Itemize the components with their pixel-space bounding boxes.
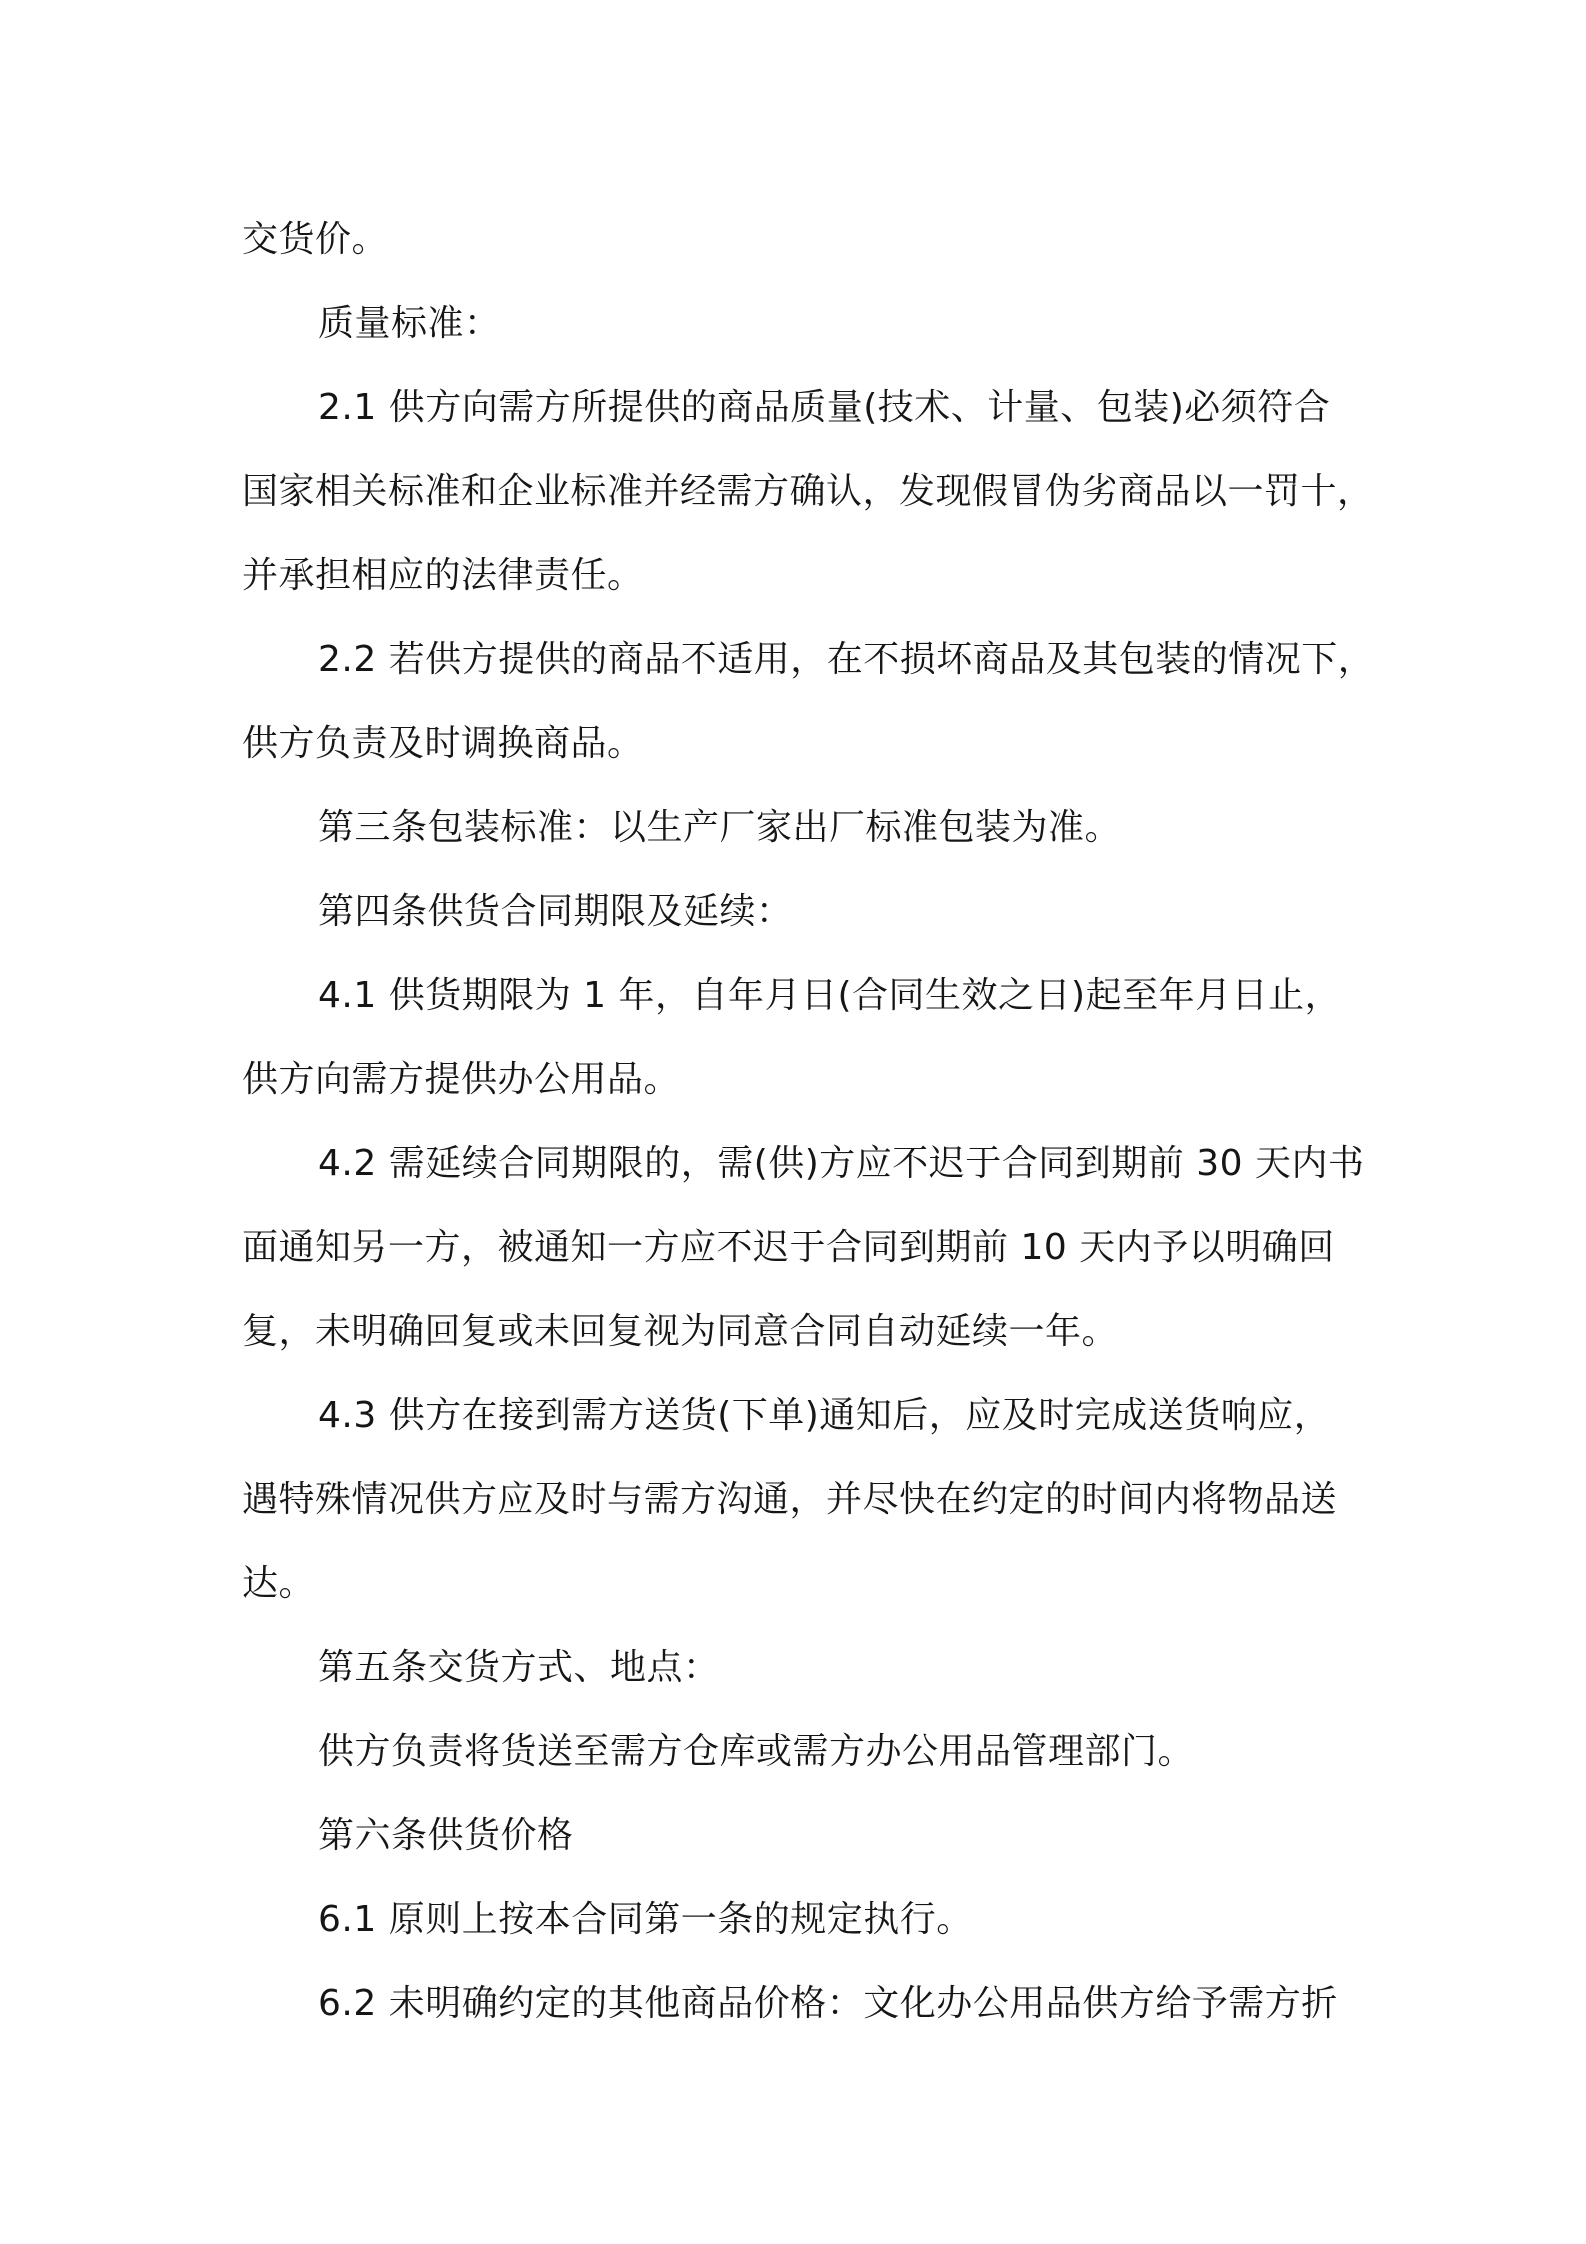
clause-4-3-line: 4.3 供方在接到需方送货(下单)通知后，应及时完成送货响应， [318,1395,1331,1436]
section-heading-quality-standard: 质量标准： [318,303,501,344]
clause-4-1-line: 供方向需方提供办公用品。 [242,1059,681,1100]
paragraph-line: 交货价。 [242,219,389,260]
article-4-heading: 第四条供货合同期限及延续： [318,891,793,932]
clause-4-3-line: 达。 [242,1563,316,1604]
clause-2-1-line: 国家相关标准和企业标准并经需方确认，发现假冒伪劣商品以一罚十， [242,471,1374,512]
clause-2-1-line: 2.1 供方向需方所提供的商品质量(技术、计量、包装)必须符合 [318,387,1331,428]
clause-6-2-line: 6.2 未明确约定的其他商品价格：文化办公用品供方给予需方折 [318,1983,1338,2024]
clause-4-1-line: 4.1 供货期限为 1 年，自年月日(合同生效之日)起至年月日止， [318,975,1342,1016]
document-body [242,198,1375,2046]
clause-4-3-line: 遇特殊情况供方应及时与需方沟通，并尽快在约定的时间内将物品送 [242,1479,1338,1520]
clause-2-1-line: 并承担相应的法律责任。 [242,555,644,596]
article-5-body: 供方负责将货送至需方仓库或需方办公用品管理部门。 [318,1731,1195,1772]
article-3-packaging-standard: 第三条包装标准：以生产厂家出厂标准包装为准。 [318,807,1122,848]
clause-2-2-line: 2.2 若供方提供的商品不适用，在不损坏商品及其包装的情况下， [318,639,1375,680]
clause-4-2-line: 4.2 需延续合同期限的，需(供)方应不迟于合同到期前 30 天内书 [318,1143,1365,1184]
clause-6-1-line: 6.1 原则上按本合同第一条的规定执行。 [318,1899,973,1940]
article-5-heading: 第五条交货方式、地点： [318,1647,720,1688]
clause-4-2-line: 复，未明确回复或未回复视为同意合同自动延续一年。 [242,1311,1119,1352]
article-6-heading: 第六条供货价格 [318,1815,574,1856]
clause-4-2-line: 面通知另一方，被通知一方应不迟于合同到期前 10 天内予以明确回 [242,1227,1335,1268]
clause-2-2-line: 供方负责及时调换商品。 [242,723,644,764]
